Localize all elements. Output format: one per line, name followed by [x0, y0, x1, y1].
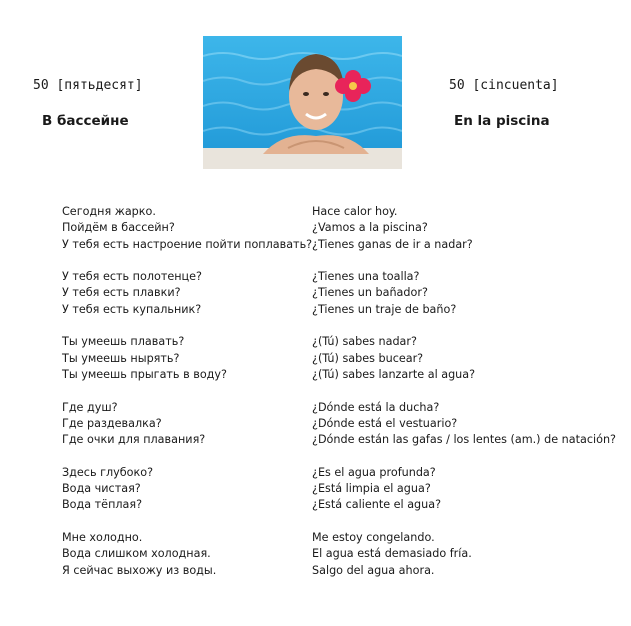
spanish-phrase: ¿Vamos a la piscina?	[312, 221, 428, 235]
russian-phrase: У тебя есть полотенце?	[62, 270, 202, 284]
swimmer-photo	[203, 36, 402, 169]
phrase-list	[62, 204, 622, 595]
spanish-phrase: ¿(Tú) sabes lanzarte al agua?	[312, 367, 476, 381]
russian-phrase: Здесь глубоко?	[62, 465, 154, 479]
spanish-phrase: ¿Está caliente el agua?	[312, 498, 442, 512]
left-lesson-title: В бассейне	[42, 113, 129, 129]
spanish-phrase: ¿(Tú) sabes nadar?	[312, 335, 417, 349]
spanish-column	[312, 204, 622, 253]
right-lesson-title: En la piscina	[454, 113, 550, 129]
russian-phrase: Где раздевалка?	[62, 416, 162, 430]
russian-phrase: Ты умеешь плавать?	[62, 335, 185, 349]
spanish-phrase: ¿Dónde están las gafas / los lentes (am.) de natación?	[312, 433, 616, 447]
spanish-phrase: El agua está demasiado fría.	[312, 547, 472, 561]
russian-phrase: Ты умеешь прыгать в воду?	[62, 367, 227, 381]
phrase-group	[62, 400, 622, 449]
phrase-group	[62, 269, 622, 318]
spanish-phrase: ¿Tienes un traje de baño?	[312, 302, 457, 316]
spanish-phrase: ¿(Tú) sabes bucear?	[312, 351, 424, 365]
russian-phrase: Ты умеешь нырять?	[62, 351, 180, 365]
phrase-group	[62, 530, 622, 579]
phrase-group	[62, 334, 622, 383]
spanish-column	[312, 269, 622, 318]
russian-phrase: Сегодня жарко.	[62, 205, 156, 218]
russian-phrase: Вода тёплая?	[62, 498, 143, 512]
phrase-group	[62, 465, 622, 514]
spanish-column	[312, 465, 622, 514]
russian-phrase: Где душ?	[62, 400, 118, 414]
spanish-column	[312, 530, 622, 579]
russian-phrase: Где очки для плавания?	[62, 433, 206, 447]
russian-column	[62, 334, 312, 383]
right-lesson-number: 50 [cincuenta]	[449, 78, 559, 93]
russian-column	[62, 400, 312, 449]
russian-phrase: У тебя есть настроение пойти поплавать?	[62, 237, 313, 251]
spanish-phrase: Me estoy congelando.	[312, 530, 435, 544]
spanish-phrase: Salgo del agua ahora.	[312, 563, 435, 577]
russian-phrase: Пойдём в бассейн?	[62, 221, 175, 235]
russian-phrase: У тебя есть купальник?	[62, 302, 202, 316]
russian-phrase: Мне холодно.	[62, 530, 143, 544]
spanish-column	[312, 400, 622, 449]
russian-column	[62, 269, 312, 318]
spanish-phrase: ¿Tienes un bañador?	[312, 286, 428, 300]
spanish-phrase: ¿Dónde está el vestuario?	[312, 416, 458, 430]
spanish-phrase: Hace calor hoy.	[312, 205, 398, 218]
russian-column	[62, 530, 312, 579]
spanish-column	[312, 334, 622, 383]
russian-phrase: У тебя есть плавки?	[62, 286, 181, 300]
russian-column	[62, 204, 312, 253]
spanish-phrase: ¿Dónde está la ducha?	[312, 400, 440, 414]
russian-phrase: Вода чистая?	[62, 482, 141, 496]
russian-column	[62, 465, 312, 514]
russian-phrase: Я сейчас выхожу из воды.	[62, 563, 217, 577]
russian-phrase: Вода слишком холодная.	[62, 547, 211, 561]
spanish-phrase: ¿Está limpia el agua?	[312, 482, 431, 496]
spanish-phrase: ¿Tienes ganas de ir a nadar?	[312, 237, 473, 251]
phrase-group	[62, 204, 622, 253]
spanish-phrase: ¿Es el agua profunda?	[312, 465, 436, 479]
spanish-phrase: ¿Tienes una toalla?	[312, 270, 420, 284]
left-lesson-number: 50 [пятьдесят]	[33, 78, 143, 93]
